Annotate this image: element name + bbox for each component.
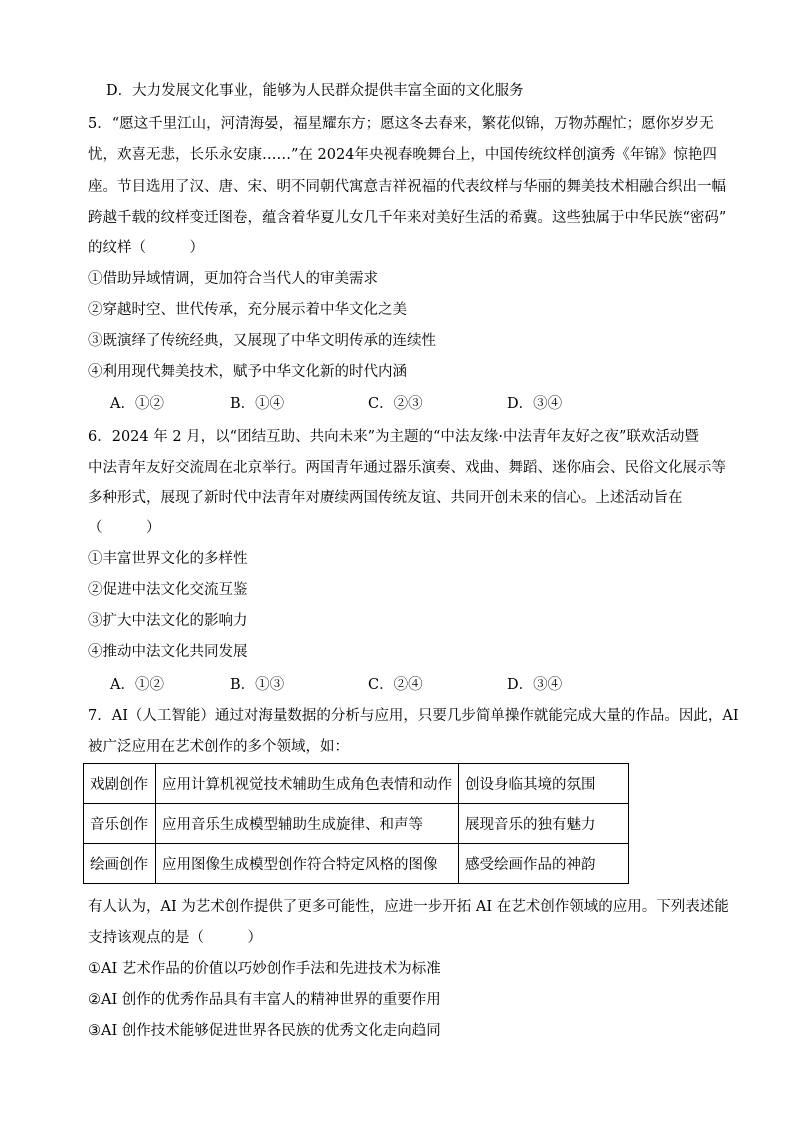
ai-application-table [83, 763, 629, 884]
q7-statement-3: ③AI 创作技术能够促进世界各民族的优秀文化走向趋同 [88, 1023, 441, 1039]
option-d-prev-question: D．大力发展文化事业，能够为人民群众提供丰富全面的文化服务 [106, 83, 524, 99]
q6-option-b[interactable]: B．①③ [230, 677, 285, 693]
table-cell: 创设身临其境的氛围 [459, 764, 629, 804]
q7-stem-line-2: 被广泛应用在艺术创作的多个领域，如： [88, 739, 349, 755]
q5-option-b[interactable]: B．①④ [230, 396, 285, 412]
table-row [84, 764, 629, 804]
q6-statement-1: ①丰富世界文化的多样性 [88, 551, 248, 567]
q6-stem-line-4: （ ） [88, 520, 161, 536]
table-cell: 应用音乐生成模型辅助生成旋律、和声等 [156, 804, 459, 844]
table-cell: 音乐创作 [84, 804, 156, 844]
table-cell: 戏剧创作 [84, 764, 156, 804]
q5-stem-line-4: 跨越千载的纹样变迁图卷，蕴含着华夏儿女几千年来对美好生活的希冀。这些独属于中华民族“密码” [88, 210, 727, 226]
table-cell: 绘画创作 [84, 844, 156, 884]
q5-stem-line-3: 座。节目选用了汉、唐、宋、明不同朝代寓意吉祥祝福的代表纹样与华丽的舞美技术相融合织出一幅 [88, 179, 726, 195]
q7-stem-line-4: 支持该观点的是（ ） [88, 930, 262, 946]
q7-stem-line-3: 有人认为，AI 为艺术创作提供了更多可能性，应进一步开拓 AI 在艺术创作领域的应用。下列表述能 [88, 899, 729, 915]
table-cell: 展现音乐的独有魅力 [459, 804, 629, 844]
q5-stem-line-2: 忧，欢喜无悲，长乐永安康……”在 2024年央视春晚舞台上，中国传统纹样创演秀《年锦》惊艳四 [88, 147, 717, 163]
table-row [84, 844, 629, 884]
q7-stem-line-1: 7．AI（人工智能）通过对海量数据的分析与应用，只要几步简单操作就能完成大量的作品。因此，AI [88, 708, 739, 724]
q5-statement-4: ④利用现代舞美技术，赋予中华文化新的时代内涵 [88, 364, 407, 380]
q7-statement-1: ①AI 艺术作品的价值以巧妙创作手法和先进技术为标准 [88, 961, 441, 977]
q6-stem-line-1: 6．2024 年 2 月，以“团结互助、共向未来”为主题的“中法友缘·中法青年友好之夜”联欢活动暨 [88, 429, 699, 445]
table-cell: 应用图像生成模型创作符合特定风格的图像 [156, 844, 459, 884]
q5-stem-line-1: 5．“愿这千里江山，河清海晏，福星耀东方；愿这冬去春来，繁花似锦，万物苏醒忙；愿你岁岁无 [88, 116, 714, 132]
q5-option-a[interactable]: A．①② [110, 396, 164, 412]
q6-option-d[interactable]: D．③④ [507, 677, 563, 693]
q5-statement-2: ②穿越时空、世代传承，充分展示着中华文化之美 [88, 302, 407, 318]
q7-statement-2: ②AI 创作的优秀作品具有丰富人的精神世界的重要作用 [88, 992, 441, 1008]
q6-option-a[interactable]: A．①② [110, 677, 164, 693]
table-cell: 应用计算机视觉技术辅助生成角色表情和动作 [156, 764, 459, 804]
table-row [84, 804, 629, 844]
q6-stem-line-3: 多种形式，展现了新时代中法青年对赓续两国传统友谊、共同开创未来的信心。上述活动旨在 [88, 490, 683, 506]
table-cell: 感受绘画作品的神韵 [459, 844, 629, 884]
q5-option-d[interactable]: D．③④ [507, 396, 563, 412]
q5-option-c[interactable]: C．②③ [368, 396, 423, 412]
q6-statement-4: ④推动中法文化共同发展 [88, 644, 248, 660]
q6-statement-2: ②促进中法文化交流互鉴 [88, 582, 248, 598]
q6-statement-3: ③扩大中法文化的影响力 [88, 613, 248, 629]
q5-statement-3: ③既演绎了传统经典，又展现了中华文明传承的连续性 [88, 333, 436, 349]
q6-stem-line-2: 中法青年友好交流周在北京举行。两国青年通过器乐演奏、戏曲、舞蹈、迷你庙会、民俗文化展示等 [88, 460, 726, 476]
q6-option-c[interactable]: C．②④ [368, 677, 423, 693]
q5-stem-line-5: 的纹样（ ） [88, 240, 204, 256]
q5-statement-1: ①借助异域情调，更加符合当代人的审美需求 [88, 271, 378, 287]
